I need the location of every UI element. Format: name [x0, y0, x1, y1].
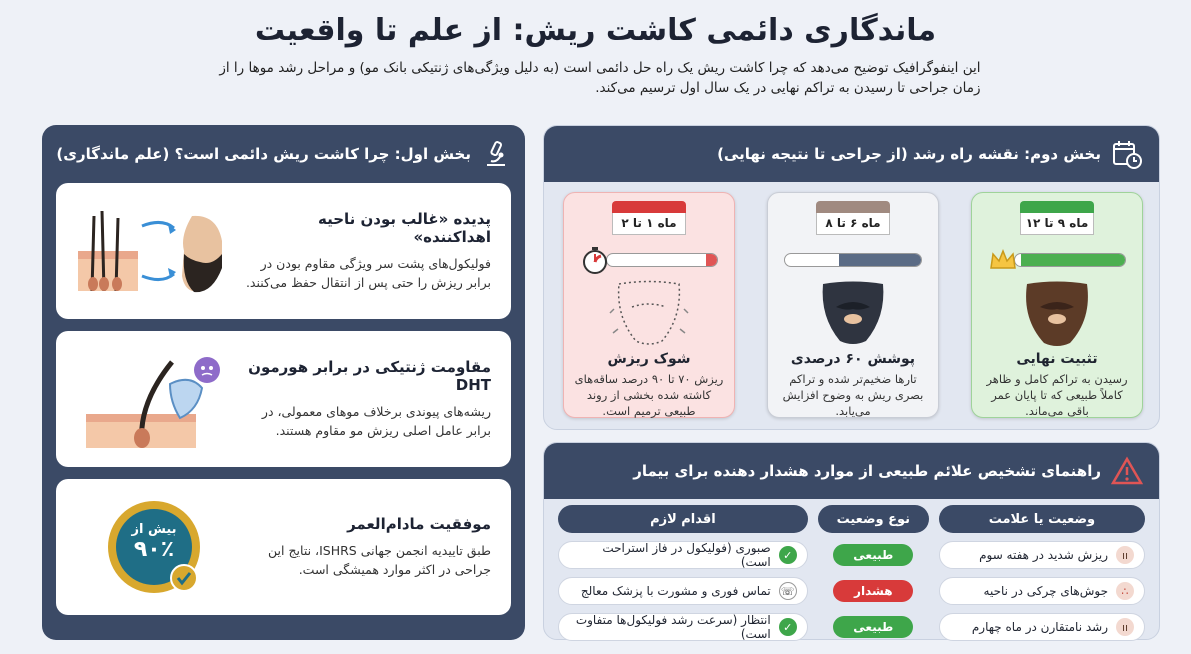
card-desc: طبق تاییدیه انجمن جهانی ISHRS، نتایج این جراحی در اکثر موارد همیشگی است.	[268, 543, 491, 577]
card-title: موفقیت مادام‌العمر	[347, 515, 491, 533]
sign-text: رشد نامتقارن در ماه چهارم	[971, 620, 1108, 634]
progress-fill	[706, 254, 717, 266]
hair-loss-icon: ıı	[1116, 546, 1134, 564]
section-permanence-title: بخش اول: چرا کاشت ریش دائمی است؟ (علم ماندگاری)	[56, 145, 471, 163]
table-row	[558, 613, 1145, 641]
stage-coverage	[767, 192, 939, 418]
page-title: ماندگاری دائمی کاشت ریش: از علم تا واقعیت	[254, 13, 937, 48]
type-cell	[818, 613, 929, 641]
dht-resistance-card	[56, 331, 511, 467]
section-symptom-title: راهنمای تشخیص علائم طبیعی از موارد هشدار دهنده برای بیمار	[633, 462, 1101, 480]
stage-period: ماه ۱ تا ۲	[612, 213, 686, 235]
column-header: نوع وضعیت	[818, 505, 929, 533]
stopwatch-icon	[580, 245, 610, 275]
column-header: وضعیت یا علامت	[939, 505, 1145, 533]
progress-bar	[988, 245, 1126, 275]
calendar-icon	[1020, 201, 1094, 237]
section-growth-title: بخش دوم: نقشه راه رشد (از جراحی تا نتیجه نهایی)	[717, 145, 1101, 163]
sign-cell	[939, 613, 1145, 641]
header	[40, 10, 1151, 98]
stage-desc: ریزش ۷۰ تا ۹۰ درصد ساقه‌های کاشته شده بخشی از روند طبیعی ترمیم است.	[574, 372, 724, 418]
uneven-growth-icon: ıı	[1116, 618, 1134, 636]
action-cell	[558, 613, 808, 641]
sign-cell	[939, 541, 1145, 569]
page-subtitle: این اینفوگرافیک توضیح می‌دهد که چرا کاشت ریش یک راه حل دائمی است (به دلیل ویژگی‌های ژنتیکی بانک مو) و مراحل رشد موها را از زمان جراحی تا رسیدن به تراکم نهایی در یک سال اول ترسیم می‌کند.	[219, 60, 981, 96]
warning-icon	[1111, 456, 1143, 486]
status-badge: طبیعی	[833, 544, 913, 566]
progress-fill	[839, 254, 921, 266]
progress-fill	[1021, 254, 1126, 266]
type-cell	[818, 541, 929, 569]
sign-text: ریزش شدید در هفته سوم	[979, 548, 1108, 562]
status-badge: هشدار	[833, 580, 913, 602]
stage-shock-loss	[563, 192, 735, 418]
status-badge: طبیعی	[833, 616, 913, 638]
check-icon: ✓	[779, 546, 797, 564]
stage-title: شوک ریزش	[607, 351, 691, 367]
lifetime-success-card	[56, 479, 511, 615]
card-desc: ریشه‌های پیوندی برخلاف موهای معمولی، در برابر عامل اصلی ریزش مو مقاوم هستند.	[261, 404, 491, 438]
stage-desc: تارها ضخیم‌تر شده و تراکم بصری ریش به وضوح افزایش می‌یابد.	[782, 372, 924, 418]
stage-title: تثبیت نهایی	[1016, 351, 1098, 367]
check-icon: ✓	[779, 618, 797, 636]
action-text: انتظار (سرعت رشد فولیکول‌ها متفاوت است)	[575, 613, 771, 641]
section-growth-header	[544, 126, 1159, 182]
stage-period: ماه ۹ تا ۱۲	[1020, 213, 1094, 235]
medium-beard-icon	[808, 279, 898, 349]
donor-dominance-card	[56, 183, 511, 319]
type-cell	[818, 577, 929, 605]
hair-shield-illustration	[72, 344, 237, 454]
hair-transfer-illustration	[72, 196, 237, 306]
action-cell	[558, 541, 808, 569]
table-header	[558, 505, 1145, 533]
phone-icon: ☏	[779, 582, 797, 600]
column-header: اقدام لازم	[558, 505, 808, 533]
section-growth-roadmap	[543, 125, 1160, 430]
stage-final	[971, 192, 1143, 418]
sparse-beard-icon	[604, 279, 694, 349]
action-text: تماس فوری و مشورت با پزشک معالج	[580, 584, 771, 598]
microscope-icon	[481, 139, 511, 169]
card-title: پدیده «غالب بودن ناحیه اهداکننده»	[317, 210, 491, 246]
growth-stages	[560, 192, 1143, 418]
calendar-clock-icon	[1111, 138, 1143, 170]
section-permanence-header	[56, 137, 511, 171]
progress-bar	[784, 245, 922, 275]
table-row	[558, 577, 1145, 605]
section-permanence	[42, 125, 525, 640]
badge-line1: بیش از	[131, 522, 177, 537]
calendar-icon	[816, 201, 890, 237]
card-title: مقاومت ژنتیکی در برابر هورمون DHT	[248, 358, 491, 394]
stage-title: پوشش ۶۰ درصدی	[790, 351, 916, 367]
section-symptom-header	[544, 443, 1159, 499]
action-text: صبوری (فولیکول در فاز استراحت است)	[602, 541, 771, 569]
crown-icon	[988, 248, 1018, 272]
table-row	[558, 541, 1145, 569]
stage-desc: رسیدن به تراکم کامل و ظاهر کاملاً طبیعی که تا پایان عمر باقی می‌ماند.	[986, 372, 1128, 418]
symptom-table	[558, 505, 1145, 641]
progress-bar	[580, 245, 718, 275]
section-symptom-guide	[543, 442, 1160, 640]
card-desc: فولیکول‌های پشت سر ویژگی مقاوم بودن در برابر ریزش را حتی پس از انتقال حفظ می‌کنند.	[245, 256, 491, 290]
calendar-icon	[612, 201, 686, 237]
sign-cell	[939, 577, 1145, 605]
sign-text: جوش‌های چرکی در ناحیه	[983, 584, 1108, 598]
full-beard-icon	[1012, 279, 1102, 349]
action-cell	[558, 577, 808, 605]
success-badge	[72, 492, 237, 602]
badge-line2: ۹۰٪	[133, 537, 175, 562]
stage-period: ماه ۶ تا ۸	[816, 213, 890, 235]
pimple-icon: ∴	[1116, 582, 1134, 600]
